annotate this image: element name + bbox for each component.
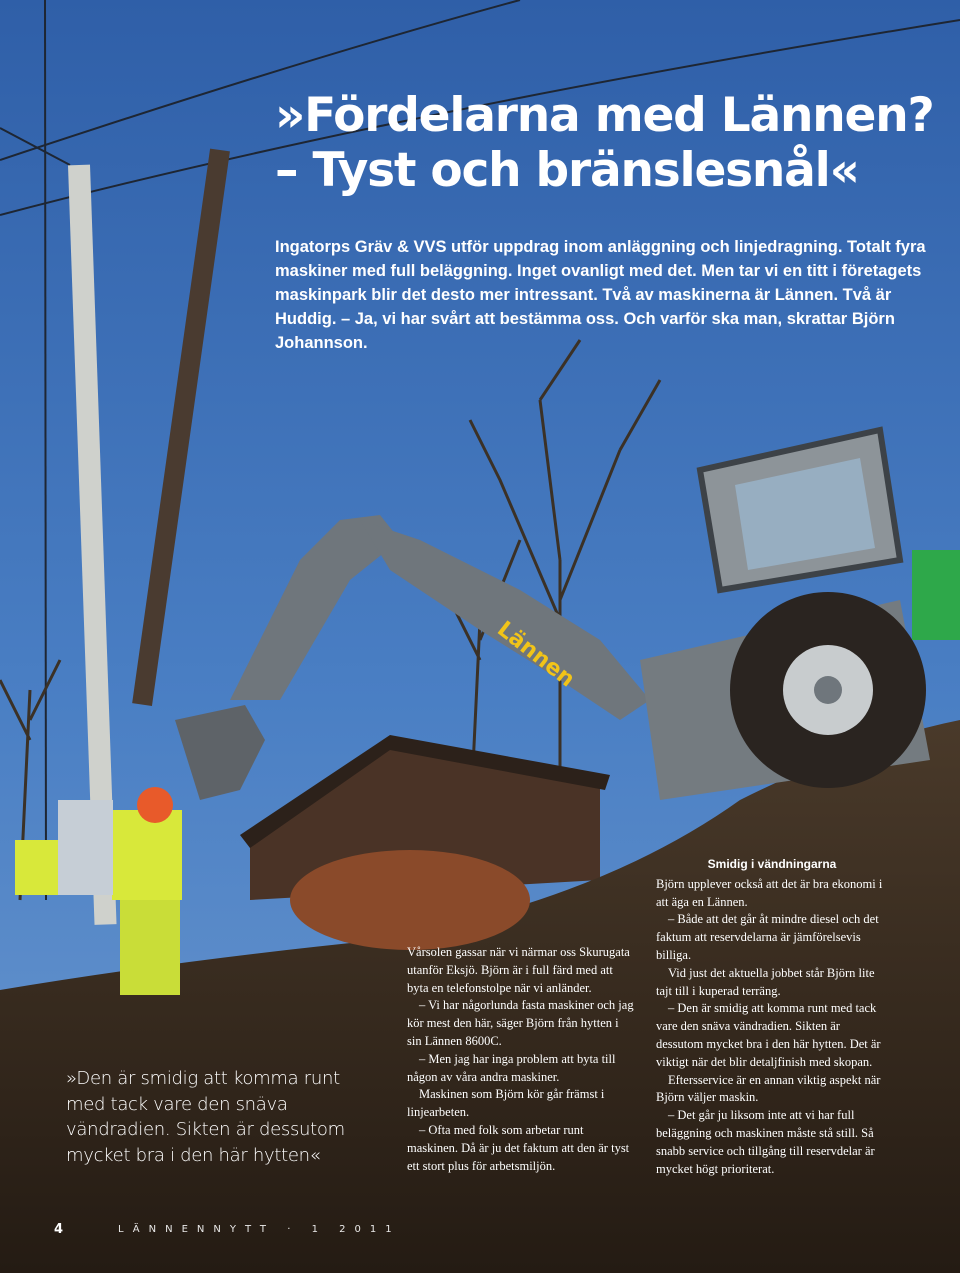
body-paragraph: – Det går ju liksom inte att vi har full beläggning och maskinen måste stå still. Så snabb service och tillgång till reservdelar är mycket högt prioriterat. [656,1108,875,1176]
dirt-pile [290,850,530,950]
body-paragraph: – Ofta med folk som arbetar runt maskinen. Då är ju det faktum att den är tyst ett stort plus för arbetsmiljön. [407,1122,630,1173]
machine-decal: Lännen [492,616,580,693]
body-paragraph: Vid just det aktuella jobbet står Björn lite tajt till i kuperad terräng. [656,965,875,998]
body-paragraph: – Men jag har inga problem att byta till någon av våra andra maskiner. [407,1051,616,1084]
subheading: Smidig i vändningarna [707,857,837,871]
body-paragraph: – Den är smidig att komma runt med tack vare den snäva vändradien. Sikten är dessutom mycket bra i den här hytten. Det är viktigt när det blir detaljfinish med skopan. [656,1001,881,1069]
body-paragraph: Vårsolen gassar när vi närmar oss Skurugata utanför Eksjö. Björn är i full färd med att byta en telefonstolpe när vi anländer. [407,945,630,995]
body-paragraph: Björn upplever också att det är bra ekonomi i att äga en Lännen. [656,876,883,909]
headline [275,88,945,198]
magazine-name-issue: LÄNNENNYTT · 1 2011 [118,1224,401,1235]
body-column-middle [407,944,635,1175]
body-paragraph: Maskinen som Björn kör går främst i linjearbeten. [407,1087,605,1120]
body-paragraph: – Både att det går åt mindre diesel och det faktum att reservdelarna är jämförelsevis billiga. [656,912,879,962]
headline-line-2: – Tyst och bränslesnål« [275,143,859,198]
body-column-right [656,856,888,1178]
page-number: 4 [54,1222,64,1237]
body-paragraph: Eftersservice är en annan viktig aspekt när Björn väljer maskin. [656,1072,881,1105]
body-paragraph: – Vi har någorlunda fasta maskiner och jag kör mest den här, säger Björn från hytten i sin Lännen 8600C. [407,998,634,1048]
lede-paragraph: Ingatorps Gräv & VVS utför uppdrag inom anläggning och linjedragning. Totalt fyra maskiner med full beläggning. Inget ovanligt med det. Men tar vi en titt i företagets maskinpark blir det desto mer intressant. Två av maskinerna är Lännen. Två är Huddig. – Ja, vi har svårt att bestämma oss. Och varför ska man, skrattar Björn Johannson. [275,238,926,352]
pull-quote: »Den är smidig att komma runt med tack vare den snäva vändradien. Sikten är dessutom mycket bra i den här hytten« [66,1068,345,1166]
headline-line-1: »Fördelarna med Lännen? [275,88,934,143]
